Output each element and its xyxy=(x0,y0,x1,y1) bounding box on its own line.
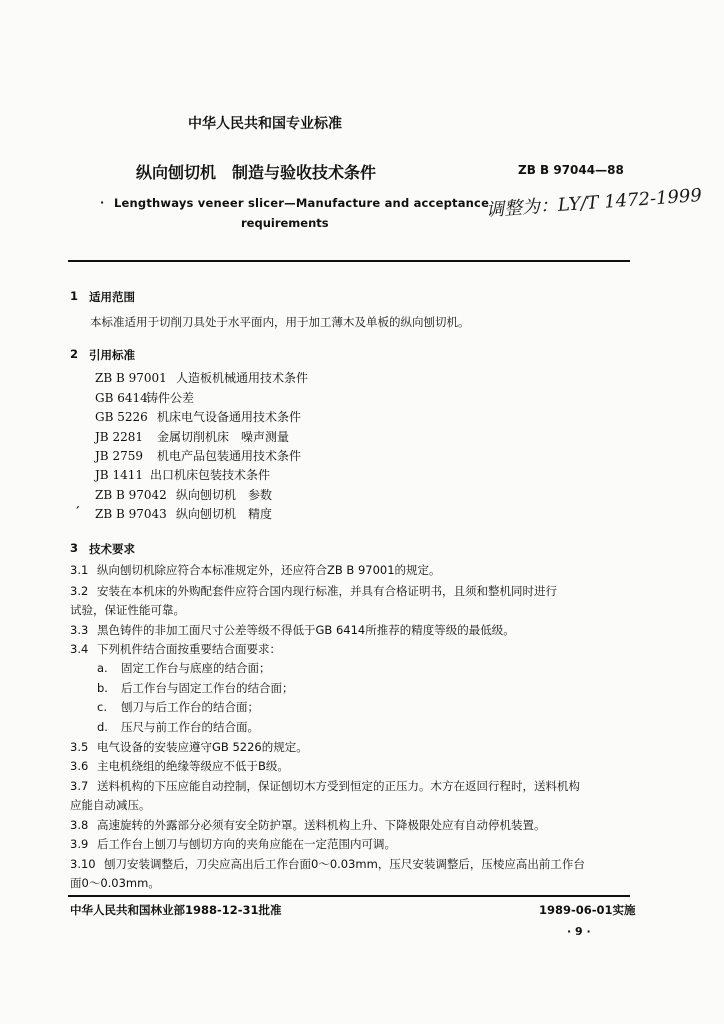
req-number: 3.2 xyxy=(70,584,89,598)
issuer: 中华人民共和国专业标准 xyxy=(188,116,342,132)
req-text: 送料机构的下压应能自动控制，保证刨切木方受到恒定的正压力。木方在返回行程时，送料机构 xyxy=(97,779,580,793)
ref-code: ZB B 97042 xyxy=(95,488,167,502)
header-divider xyxy=(68,260,630,262)
ref-title: 纵向刨切机 精度 xyxy=(176,507,273,521)
req-text: 应能自动减压。 xyxy=(70,798,151,812)
section2-heading: 引用标准 xyxy=(89,348,135,362)
title-en-line1: Lengthways veneer slicer—Manufacture and acceptance xyxy=(114,196,490,210)
req-subitem-label: d. xyxy=(97,720,108,734)
req-number: 3.4 xyxy=(70,642,89,656)
req-text: 黑色铸件的非加工面尺寸公差等级不得低于GB 6414所推荐的精度等级的最低级。 xyxy=(97,623,515,637)
req-subitem-label: b. xyxy=(97,681,108,695)
req-text: 纵向刨切机除应符合本标准规定外，还应符合ZB B 97001的规定。 xyxy=(97,563,441,577)
req-subitem-label: a. xyxy=(97,661,108,675)
section2-number: 2 xyxy=(70,347,79,361)
standard-code: ZB B 97044—88 xyxy=(518,163,624,177)
ref-title: 人造板机械通用技术条件 xyxy=(176,371,309,385)
ref-title: 纵向刨切机 参数 xyxy=(176,488,273,502)
req-text: 下列机件结合面按重要结合面要求： xyxy=(97,642,281,656)
ref-title: 金属切削机床 噪声测量 xyxy=(157,430,290,444)
req-number: 3.5 xyxy=(70,740,89,754)
ref-title: 出口机床包装技术条件 xyxy=(150,468,271,482)
req-number: 3.8 xyxy=(70,818,89,832)
req-text: 高速旋转的外露部分必须有安全防护罩。送料机构上升、下降极限处应有自动停机装置。 xyxy=(97,818,546,832)
req-number: 3.1 xyxy=(70,563,89,577)
req-subitem-label: c. xyxy=(97,700,107,714)
req-text: 后工作台与固定工作台的结合面； xyxy=(121,681,294,695)
req-text: 电气设备的安装应遵守GB 5226的规定。 xyxy=(97,740,308,754)
req-number: 3.7 xyxy=(70,779,89,793)
req-text: 试验，保证性能可靠。 xyxy=(70,603,185,617)
bullet-mark: · xyxy=(100,196,105,209)
req-text: 后工作台上刨刀与刨切方向的夹角应能在一定范围内可调。 xyxy=(97,837,396,851)
req-text: 固定工作台与底座的结合面； xyxy=(121,661,271,675)
page-title: 纵向刨切机 制造与验收技术条件 xyxy=(136,163,377,182)
req-number: 3.6 xyxy=(70,759,89,773)
section3-number: 3 xyxy=(70,541,79,555)
ref-title: 机床电气设备通用技术条件 xyxy=(157,410,302,424)
section1-number: 1 xyxy=(70,289,79,303)
ref-code: ZB B 97043 xyxy=(95,507,167,521)
ref-title: 机电产品包装通用技术条件 xyxy=(157,449,302,463)
req-text: 安装在本机床的外购配套件应符合国内现行标准，并具有合格证明书，且须和整机同时进行 xyxy=(97,584,557,598)
footer-divider xyxy=(68,895,630,897)
req-text: 面0～0.03mm。 xyxy=(70,876,160,890)
title-en-line2: requirements xyxy=(241,216,329,230)
ref-code: ZB B 97001 xyxy=(95,371,167,385)
req-text: 主电机绕组的绝缘等级应不低于B级。 xyxy=(97,759,289,773)
req-text: 刨刀与后工作台的结合面； xyxy=(121,700,259,714)
effective-date: 1989-06-01实施 xyxy=(539,903,636,917)
section1-body: 本标准适用于切削刀具处于水平面内，用于加工薄木及单板的纵向刨切机。 xyxy=(90,315,470,329)
ref-code: GB 5226 xyxy=(95,410,148,424)
ref-code: GB 6414 xyxy=(95,391,148,405)
req-number: 3.10 xyxy=(70,857,96,871)
req-text: 刨刀安装调整后，刀尖应高出后工作台面0～0.03mm，压尺安装调整后，压棱应高出前工作台 xyxy=(104,857,585,871)
page-number: · 9 · xyxy=(567,925,591,938)
section1-heading: 适用范围 xyxy=(89,290,135,304)
margin-mark: ´ xyxy=(74,505,80,519)
section3-heading: 技术要求 xyxy=(89,542,135,556)
ref-code: JB 2759 xyxy=(95,449,143,463)
approval-line: 中华人民共和国林业部1988-12-31批准 xyxy=(70,903,282,917)
ref-code: JB 2281 xyxy=(95,430,143,444)
req-number: 3.9 xyxy=(70,837,89,851)
req-number: 3.3 xyxy=(70,623,89,637)
handwritten-note: 调整为：LY/T 1472-1999 xyxy=(485,184,703,221)
req-text: 压尺与前工作台的结合面。 xyxy=(121,720,259,734)
ref-title: 铸件公差 xyxy=(146,391,195,405)
ref-code: JB 1411 xyxy=(95,468,143,482)
